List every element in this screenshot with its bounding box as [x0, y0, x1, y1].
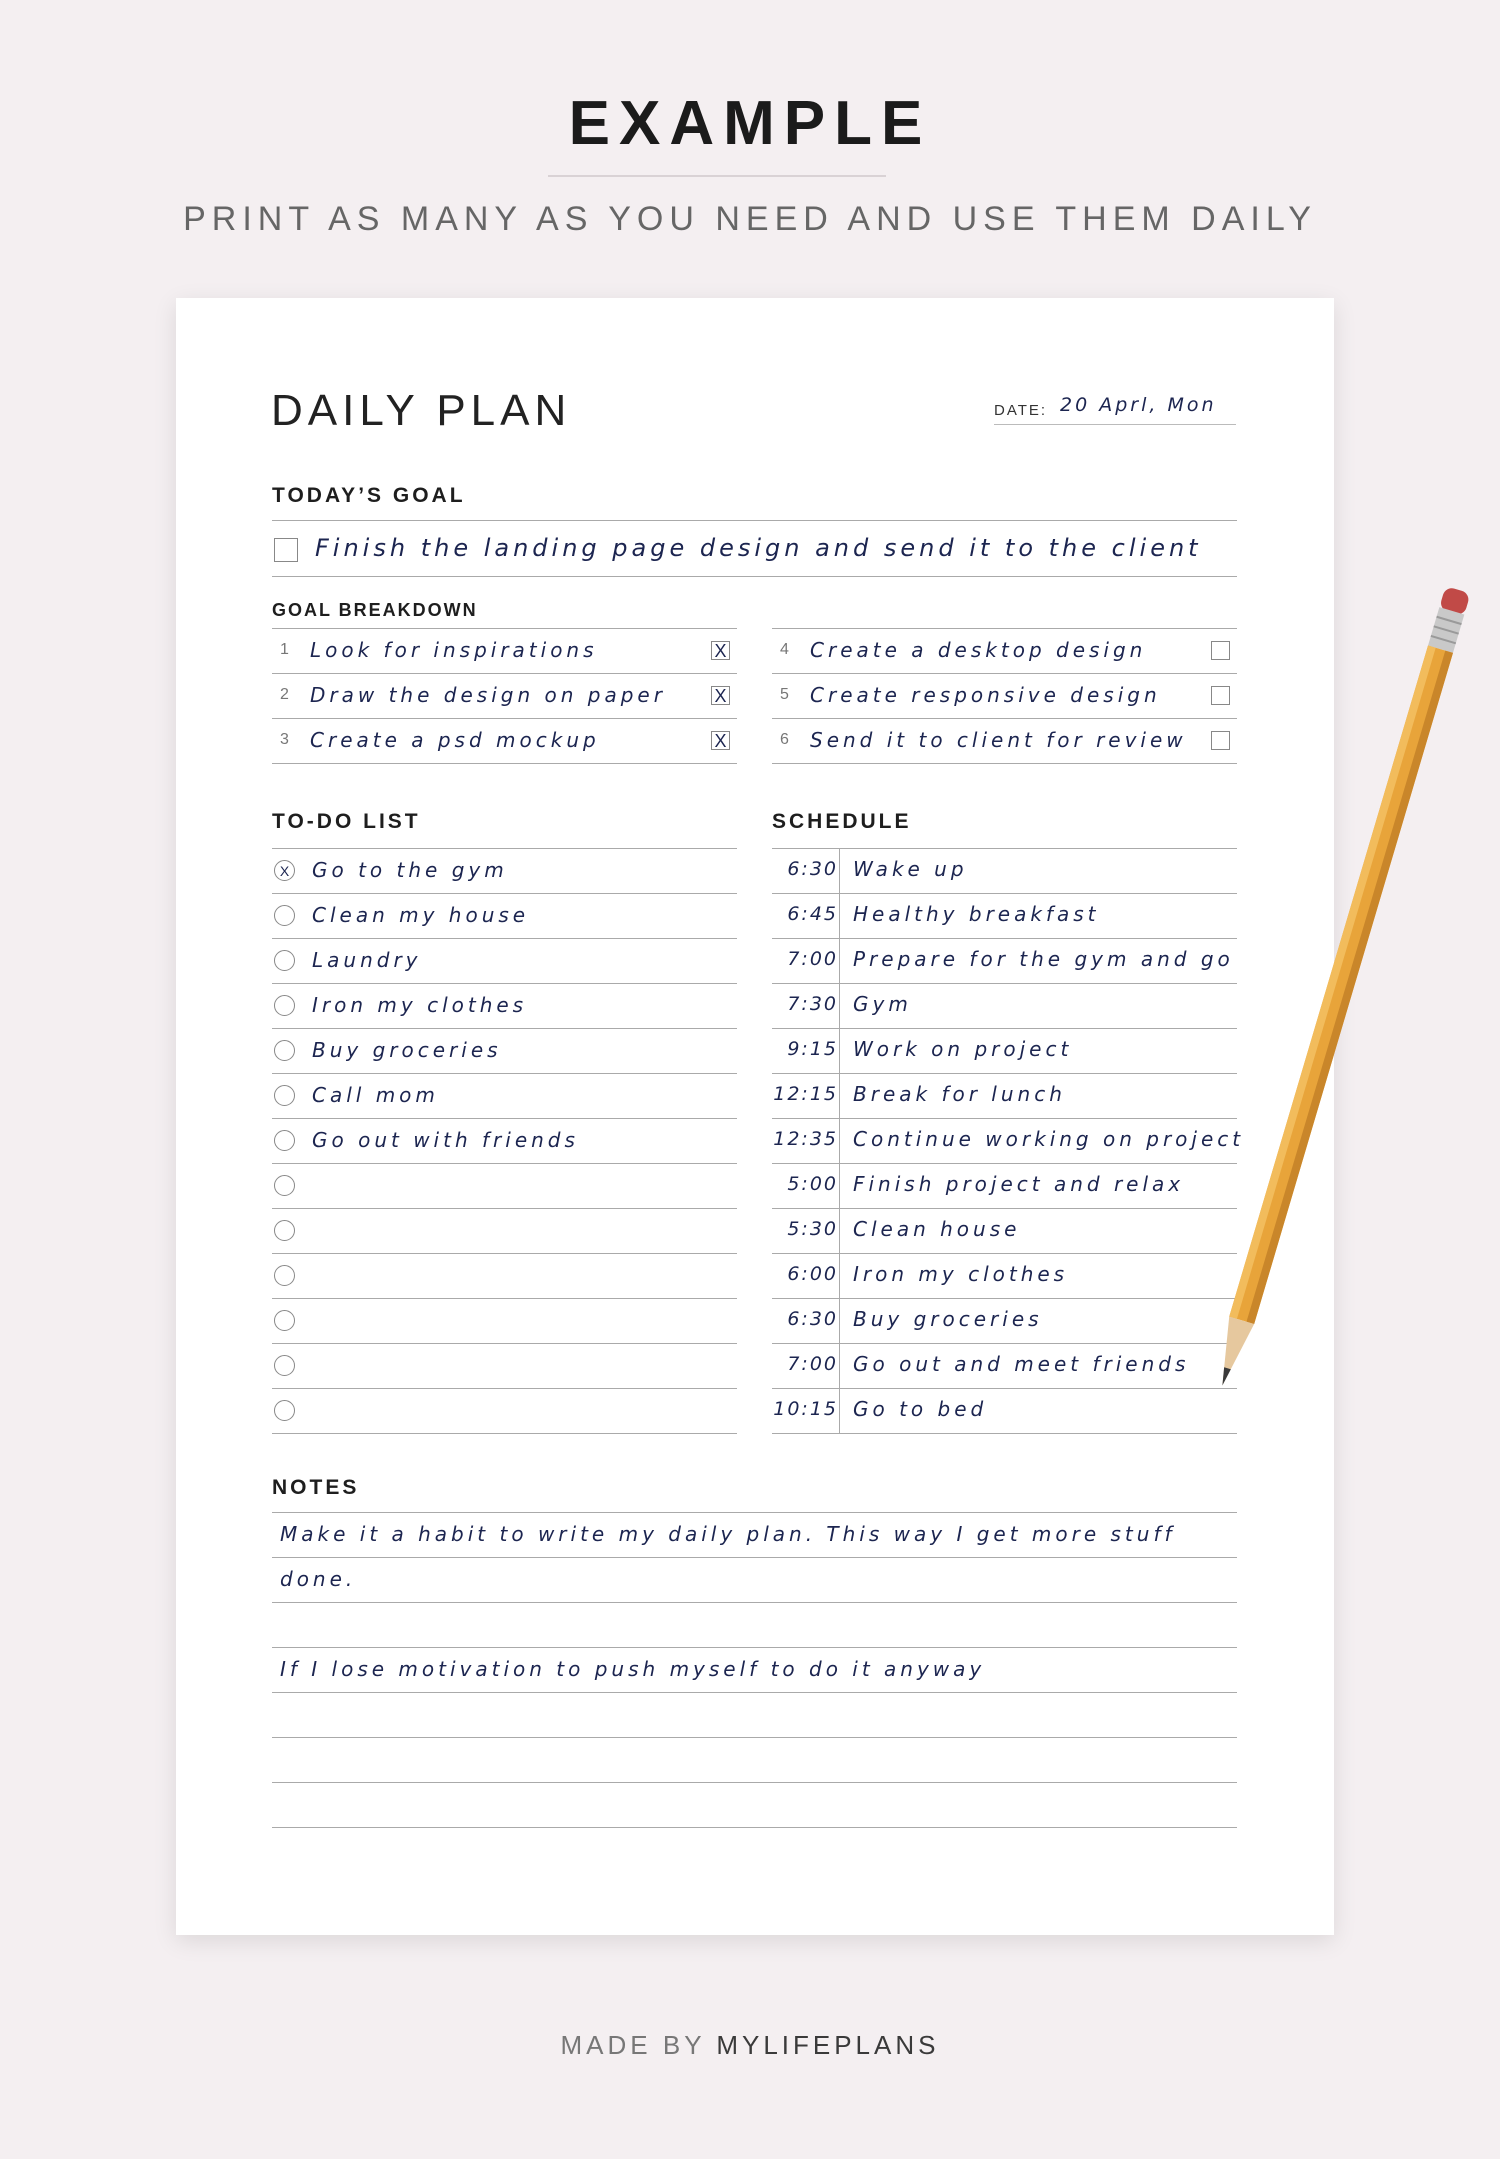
todo-radio[interactable]: X [274, 860, 295, 881]
divider [772, 673, 1237, 674]
goal-breakdown-heading: GOAL BREAKDOWN [272, 600, 478, 620]
schedule-item[interactable]: Continue working on project [853, 1127, 1245, 1151]
divider [272, 763, 737, 764]
divider [772, 1163, 1237, 1164]
divider [272, 520, 1237, 521]
todo-radio[interactable] [274, 995, 295, 1016]
schedule-time[interactable]: 7:30 [787, 993, 838, 1015]
schedule-item[interactable]: Prepare for the gym and go [853, 947, 1234, 971]
divider [272, 1118, 737, 1119]
divider [772, 938, 1237, 939]
todo-radio[interactable] [274, 1310, 295, 1331]
schedule-time[interactable]: 5:30 [787, 1218, 838, 1240]
schedule-time[interactable]: 7:00 [787, 948, 838, 970]
todo-radio[interactable] [274, 1355, 295, 1376]
schedule-item[interactable]: Healthy breakfast [853, 902, 1100, 926]
schedule-time[interactable]: 10:15 [773, 1398, 838, 1420]
footer-credit [0, 2030, 1500, 2061]
divider [272, 1512, 1237, 1513]
breakdown-checkbox[interactable]: X [711, 686, 730, 705]
divider [772, 983, 1237, 984]
todo-item[interactable]: Laundry [312, 948, 422, 972]
divider [272, 1343, 737, 1344]
divider [272, 1692, 1237, 1693]
date-underline [994, 424, 1236, 425]
divider [272, 983, 737, 984]
schedule-item[interactable]: Finish project and relax [853, 1172, 1185, 1196]
schedule-time[interactable]: 5:00 [787, 1173, 838, 1195]
divider [272, 1163, 737, 1164]
divider [772, 628, 1237, 629]
pencil-tip [1210, 1317, 1254, 1390]
todo-radio[interactable] [274, 1220, 295, 1241]
schedule-item[interactable]: Go to bed [853, 1397, 988, 1421]
title-divider [548, 175, 886, 177]
todo-radio[interactable] [274, 905, 295, 926]
page-title: DAILY PLAN [271, 386, 572, 435]
todo-radio[interactable] [274, 1265, 295, 1286]
breakdown-number: 4 [780, 641, 789, 658]
date-field[interactable]: 20 Aprl, Mon [1060, 394, 1217, 416]
divider [272, 1602, 1237, 1603]
date-label: DATE: [994, 402, 1048, 419]
schedule-item[interactable]: Break for lunch [853, 1082, 1066, 1106]
todo-radio[interactable] [274, 1400, 295, 1421]
divider [772, 1028, 1237, 1029]
todays-goal-text[interactable]: Finish the landing page design and send it to the client [315, 534, 1202, 562]
notes-line[interactable]: If I lose motivation to push myself to do it anyway [280, 1657, 986, 1681]
divider [272, 1073, 737, 1074]
todo-item[interactable]: Call mom [312, 1083, 439, 1107]
todo-radio[interactable] [274, 1040, 295, 1061]
breakdown-number: 5 [780, 686, 789, 703]
breakdown-number: 1 [280, 641, 289, 658]
breakdown-item[interactable]: Look for inspirations [310, 638, 598, 662]
breakdown-item[interactable]: Create a desktop design [810, 638, 1147, 662]
schedule-time[interactable]: 9:15 [787, 1038, 838, 1060]
breakdown-item[interactable]: Create a psd mockup [310, 728, 600, 752]
divider [272, 1827, 1237, 1828]
divider [272, 1647, 1237, 1648]
schedule-heading: SCHEDULE [772, 810, 912, 833]
notes-heading: NOTES [272, 1476, 360, 1499]
goal-checkbox[interactable] [274, 538, 298, 562]
schedule-item[interactable]: Gym [853, 992, 912, 1016]
divider [272, 673, 737, 674]
divider [272, 1208, 737, 1209]
divider [272, 893, 737, 894]
breakdown-item[interactable]: Draw the design on paper [310, 683, 666, 707]
divider [772, 763, 1237, 764]
divider [772, 848, 1237, 849]
divider [272, 718, 737, 719]
schedule-time[interactable]: 6:30 [787, 1308, 838, 1330]
schedule-time[interactable]: 7:00 [787, 1353, 838, 1375]
breakdown-checkbox[interactable]: X [711, 641, 730, 660]
divider [772, 1208, 1237, 1209]
divider [272, 576, 1237, 577]
time-column-divider [839, 848, 840, 1433]
schedule-item[interactable]: Go out and meet friends [853, 1352, 1190, 1376]
schedule-item[interactable]: Iron my clothes [853, 1262, 1069, 1286]
pencil-illustration [1195, 585, 1495, 1445]
divider [272, 1737, 1237, 1738]
notes-line[interactable]: done. [280, 1567, 357, 1591]
todo-radio[interactable] [274, 1130, 295, 1151]
schedule-time[interactable]: 6:00 [787, 1263, 838, 1285]
divider [272, 1298, 737, 1299]
schedule-item[interactable]: Clean house [853, 1217, 1021, 1241]
todo-item[interactable]: Buy groceries [312, 1038, 502, 1062]
example-title: EXAMPLE [568, 89, 932, 158]
todo-radio[interactable] [274, 1175, 295, 1196]
todays-goal-heading: TODAY’S GOAL [272, 484, 466, 507]
todo-item[interactable]: Go out with friends [312, 1128, 579, 1152]
schedule-item[interactable]: Buy groceries [853, 1307, 1043, 1331]
schedule-time[interactable]: 12:15 [773, 1083, 838, 1105]
schedule-time[interactable]: 6:45 [787, 903, 838, 925]
divider [272, 1433, 737, 1434]
planner-sheet [176, 298, 1334, 1935]
breakdown-number: 3 [280, 731, 289, 748]
divider [272, 848, 737, 849]
divider [272, 628, 737, 629]
divider [272, 1253, 737, 1254]
brand-name: MYLIFEPLANS [716, 2030, 940, 2060]
divider [272, 1782, 1237, 1783]
divider [772, 718, 1237, 719]
breakdown-number: 2 [280, 686, 289, 703]
divider [772, 1073, 1237, 1074]
divider [272, 1388, 737, 1389]
divider [772, 893, 1237, 894]
todo-radio[interactable] [274, 1085, 295, 1106]
breakdown-number: 6 [780, 731, 789, 748]
divider [772, 1298, 1237, 1299]
schedule-time[interactable]: 12:35 [773, 1128, 838, 1150]
divider [272, 1557, 1237, 1558]
divider [772, 1118, 1237, 1119]
schedule-item[interactable]: Wake up [853, 857, 968, 881]
divider [772, 1343, 1237, 1344]
breakdown-checkbox[interactable]: X [711, 731, 730, 750]
divider [272, 938, 737, 939]
notes-line[interactable]: Make it a habit to write my daily plan. This way I get more stuff [280, 1522, 1176, 1546]
todo-heading: TO-DO LIST [272, 810, 421, 833]
schedule-item[interactable]: Work on project [853, 1037, 1073, 1061]
todo-radio[interactable] [274, 950, 295, 971]
divider [772, 1253, 1237, 1254]
todo-item[interactable]: Clean my house [312, 903, 530, 927]
schedule-time[interactable]: 6:30 [787, 858, 838, 880]
example-subtitle: PRINT AS MANY AS YOU NEED AND USE THEM DAILY [183, 200, 1317, 238]
todo-item[interactable]: Iron my clothes [312, 993, 528, 1017]
footer-prefix: MADE BY [560, 2030, 706, 2060]
divider [772, 1388, 1237, 1389]
divider [272, 1028, 737, 1029]
breakdown-item[interactable]: Send it to client for review [810, 728, 1187, 752]
todo-item[interactable]: Go to the gym [312, 858, 508, 882]
breakdown-item[interactable]: Create responsive design [810, 683, 1161, 707]
divider [772, 1433, 1237, 1434]
